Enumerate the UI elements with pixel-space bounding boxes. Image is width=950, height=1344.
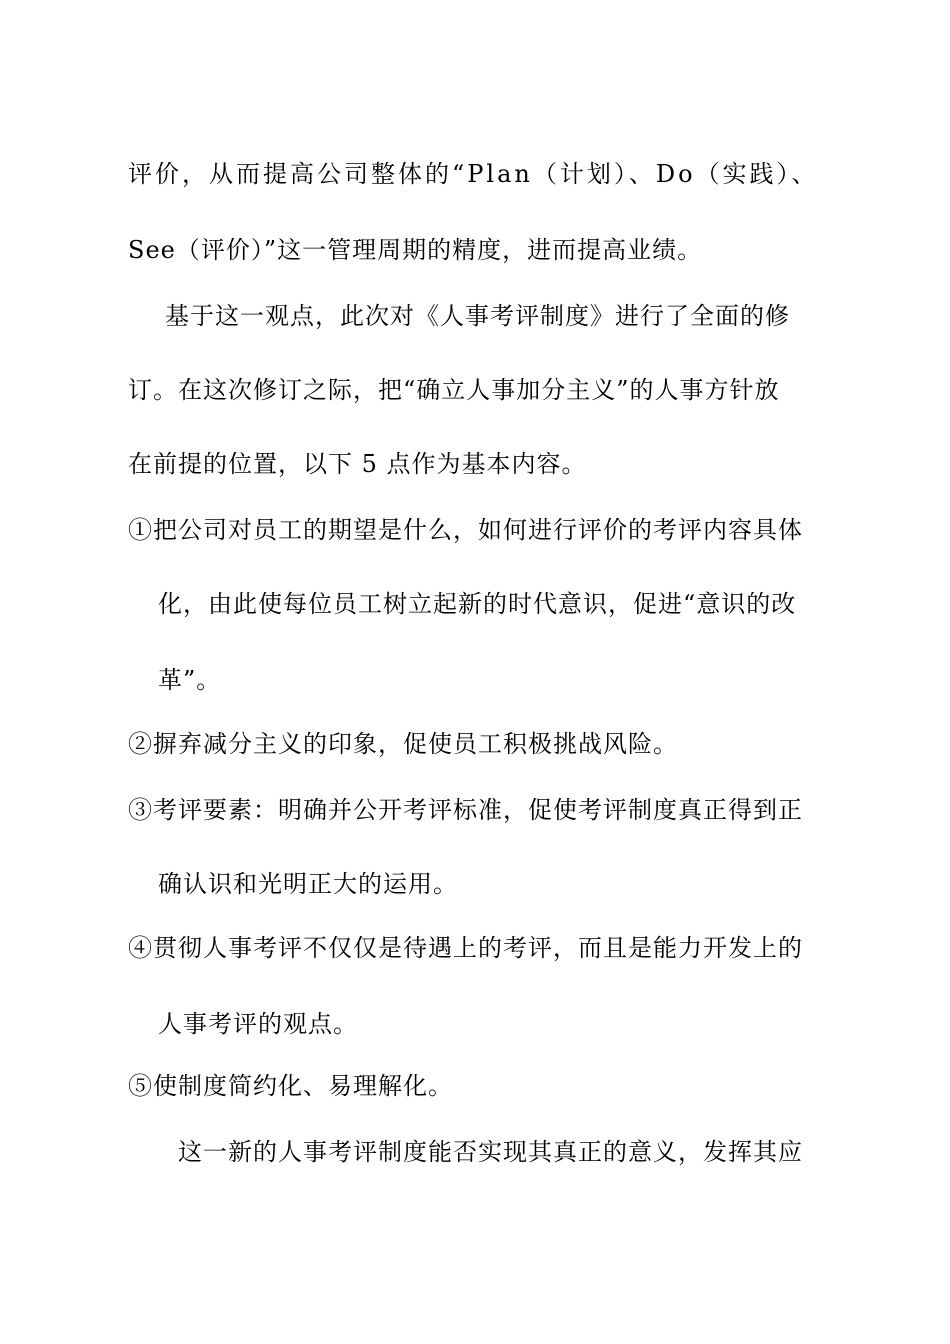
list-item-1-line-3: 革”。 (158, 666, 222, 694)
text-line-5: 在前提的位置，以下 5 点作为基本内容。 (128, 450, 587, 478)
text-line-4: 订。在这次修订之际，把“确立人事加分主义”的人事方针放 (128, 376, 780, 404)
text-line-3: 基于这一观点，此次对《人事考评制度》进行了全面的修 (165, 302, 790, 330)
list-item-5: ⑤使制度简约化、易理解化。 (128, 1072, 453, 1100)
list-item-4-line-2: 人事考评的观点。 (158, 1010, 358, 1038)
list-item-2: ②摒弃减分主义的印象，促使员工积极挑战风险。 (128, 730, 678, 758)
list-item-4-line-1: ④贯彻人事考评不仅仅是待遇上的考评，而且是能力开发上的 (128, 934, 803, 962)
text-line-2: See（评价）”这一管理周期的精度，进而提高业绩。 (128, 236, 703, 264)
list-item-1-line-2: 化，由此使每位员工树立起新的时代意识，促进“意识的改 (158, 590, 797, 618)
list-item-3-line-1: ③考评要素：明确并公开考评标准，促使考评制度真正得到正 (128, 796, 803, 824)
list-item-3-line-2: 确认识和光明正大的运用。 (158, 870, 458, 898)
list-item-1-line-1: ①把公司对员工的期望是什么，如何进行评价的考评内容具体 (128, 516, 803, 544)
text-line-1: 评价，从而提高公司整体的“Plan（计划）、Do（实践）、 (128, 160, 819, 188)
text-line-6: 这一新的人事考评制度能否实现其真正的意义，发挥其应 (178, 1138, 803, 1166)
